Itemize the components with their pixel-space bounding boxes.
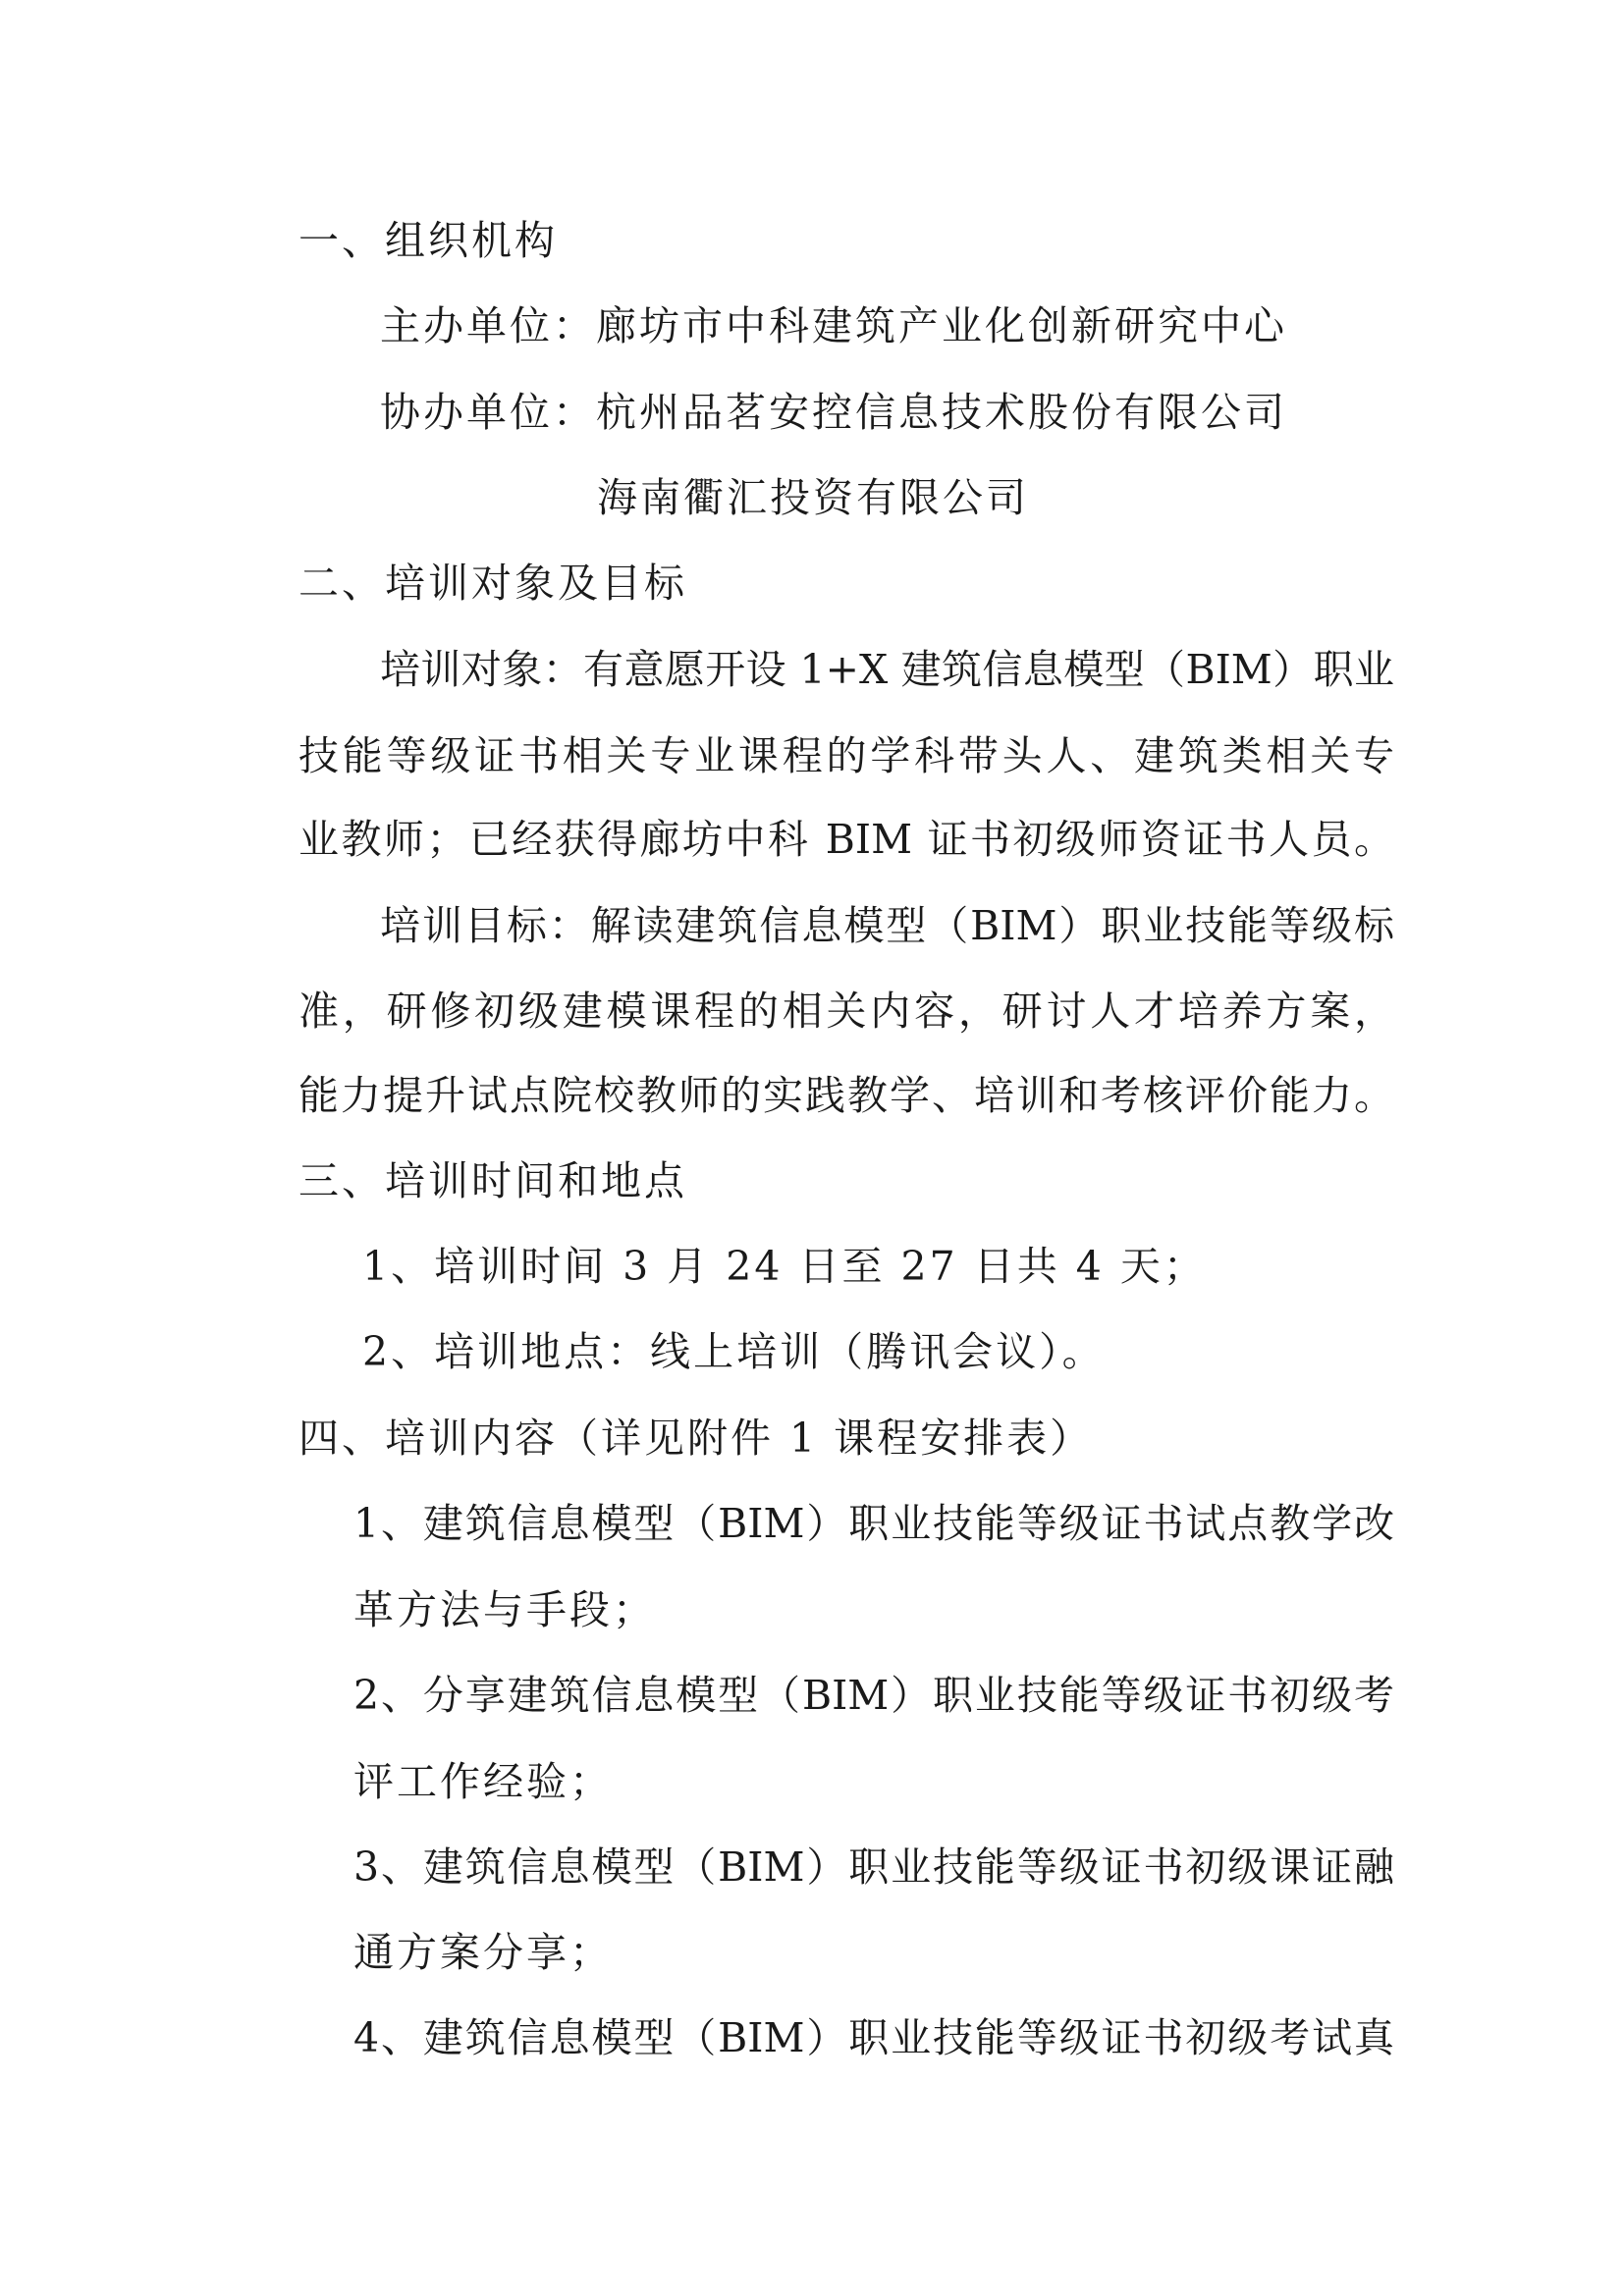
section-heading-organization: 一、组织机构: [298, 217, 558, 264]
section-heading-target: 二、培训对象及目标: [298, 560, 687, 607]
paragraph-line: 技能等级证书相关专业课程的学科带头人、建筑类相关专: [298, 732, 1394, 779]
paragraph-line: 能力提升试点院校教师的实践教学、培训和考核评价能力。: [298, 1072, 1394, 1119]
content-item: 2、分享建筑信息模型（BIM）职业技能等级证书初级考: [353, 1672, 1394, 1719]
section-heading-content: 四、培训内容（详见附件 1 课程安排表）: [298, 1415, 1094, 1462]
host-organization: 主办单位：廊坊市中科建筑产业化创新研究中心: [380, 302, 1287, 349]
content-item-continued: 评工作经验；: [353, 1758, 613, 1805]
paragraph-line: 培训对象：有意愿开设 1+X 建筑信息模型（BIM）职业: [380, 646, 1394, 693]
content-item: 3、建筑信息模型（BIM）职业技能等级证书初级课证融: [353, 1843, 1394, 1891]
co-host-organization: 协办单位：杭州品茗安控信息技术股份有限公司: [380, 389, 1287, 436]
training-place: 2、培训地点：线上培训（腾讯会议）。: [362, 1328, 1106, 1375]
section-heading-time-place: 三、培训时间和地点: [298, 1157, 687, 1204]
content-item-continued: 革方法与手段；: [353, 1586, 656, 1633]
co-host-organization: 海南衢汇投资有限公司: [597, 474, 1029, 521]
content-item: 1、建筑信息模型（BIM）职业技能等级证书试点教学改: [353, 1500, 1394, 1547]
paragraph-line: 业教师；已经获得廊坊中科 BIM 证书初级师资证书人员。: [298, 816, 1394, 863]
training-time: 1、培训时间 3 月 24 日至 27 日共 4 天；: [362, 1243, 1207, 1290]
content-item-continued: 通方案分享；: [353, 1929, 613, 1976]
content-item: 4、建筑信息模型（BIM）职业技能等级证书初级考试真: [353, 2014, 1394, 2061]
paragraph-line: 准，研修初级建模课程的相关内容，研讨人才培养方案，: [298, 988, 1394, 1035]
paragraph-line: 培训目标：解读建筑信息模型（BIM）职业技能等级标: [380, 902, 1394, 949]
